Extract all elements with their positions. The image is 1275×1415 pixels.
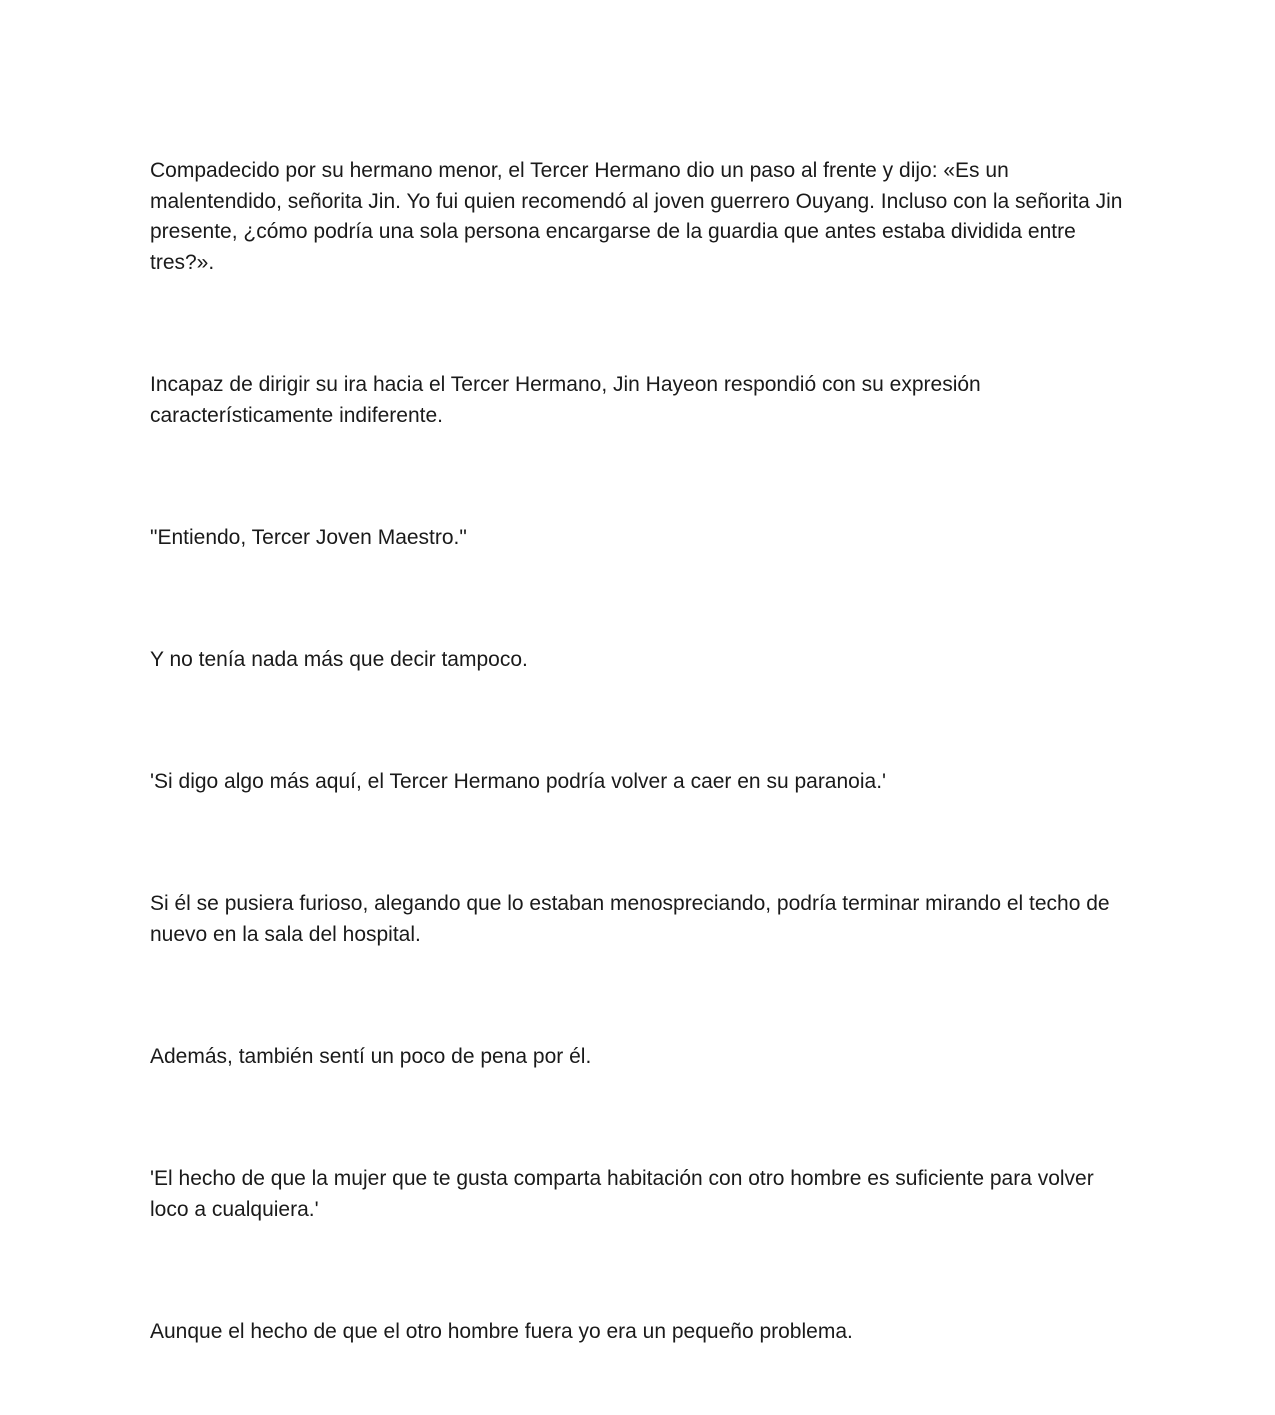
paragraph: Aunque el hecho de que el otro hombre fuera yo era un pequeño problema. [150,1320,853,1343]
paragraph: Además, también sentí un poco de pena por él. [150,1045,592,1068]
paragraph: Compadecido por su hermano menor, el Tercer Hermano dio un paso al frente y dijo: «Es un malentendido, señorita Jin. Yo fui quien recomendó al joven guerrero Ouyang. Incluso con la señorita Jin presente, ¿cómo podría una sola persona encargarse de la guardia que antes estaba dividida entre tres?». [150,159,1123,274]
paragraph: "Entiendo, Tercer Joven Maestro." [150,526,467,549]
paragraph: Si él se pusiera furioso, alegando que lo estaban menospreciando, podría terminar mirando el techo de nuevo en la sala del hospital. [150,892,1110,946]
paragraph: Y no tenía nada más que decir tampoco. [150,648,528,671]
paragraph: 'Si digo algo más aquí, el Tercer Hermano podría volver a caer en su paranoia.' [150,770,887,793]
paragraph: Incapaz de dirigir su ira hacia el Tercer Hermano, Jin Hayeon respondió con su expresión característicamente indiferente. [150,373,981,427]
paragraph: 'El hecho de que la mujer que te gusta comparta habitación con otro hombre es suficiente para volver loco a cualquiera.' [150,1167,1094,1221]
